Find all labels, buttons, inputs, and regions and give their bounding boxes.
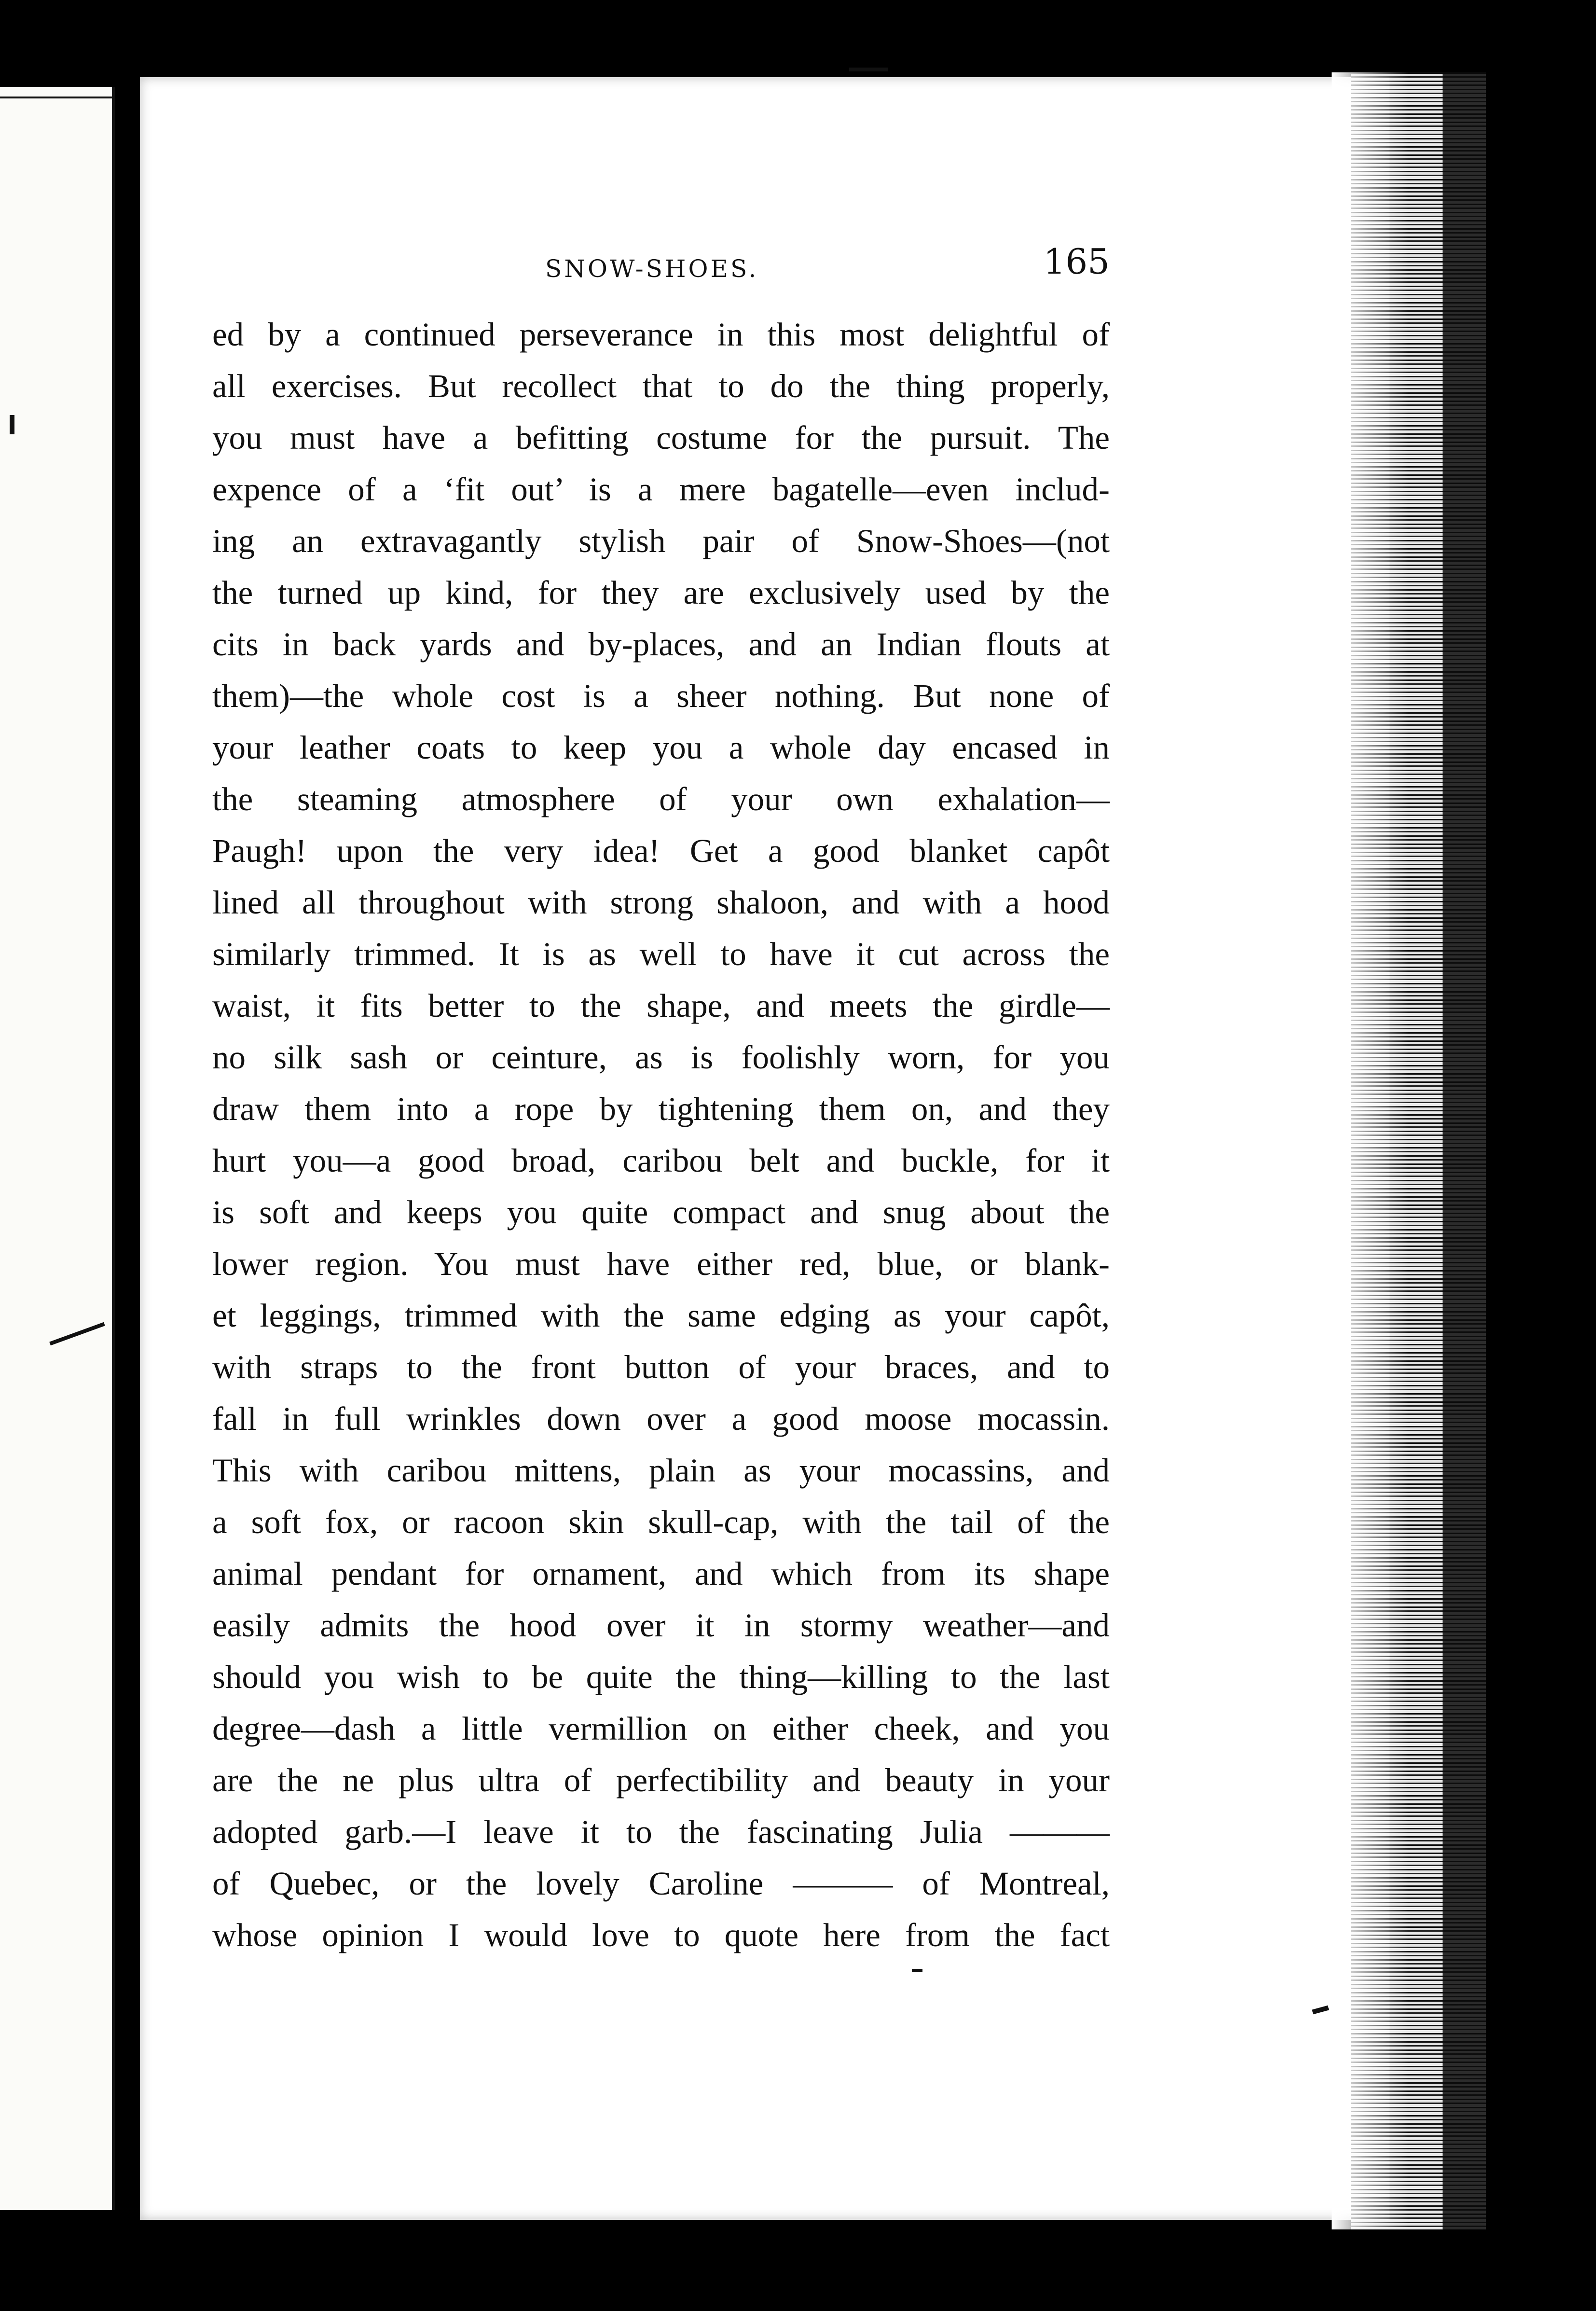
scan-mark	[912, 1969, 922, 1972]
scan-mark	[49, 1322, 105, 1346]
text-line: them)—the whole cost is a sheer nothing. But none of	[212, 678, 1110, 714]
adjacent-page-sliver	[0, 87, 115, 2210]
page-edge-shadow	[1443, 72, 1486, 2229]
text-line: no silk sash or ceinture, as is foolishly worn, for you	[212, 1039, 1110, 1076]
body-text	[212, 309, 1110, 1961]
text-line: animal pendant for ornament, and which from its shape	[212, 1555, 1110, 1592]
text-line: ing an extravagantly stylish pair of Snow-Shoes—(not	[212, 523, 1110, 559]
text-line: your leather coats to keep you a whole day encased in	[212, 729, 1110, 766]
text-line: easily admits the hood over it in stormy weather—and	[212, 1607, 1110, 1644]
page-edge-fade	[1332, 72, 1409, 2229]
page-header	[212, 241, 1110, 285]
text-line: ed by a continued perseverance in this most delightful of	[212, 316, 1110, 353]
text-line: expence of a ‘fit out’ is a mere bagatelle—even includ-	[212, 471, 1110, 508]
text-line: whose opinion I would love to quote here from the fact	[212, 1917, 1110, 1953]
text-line: This with caribou mittens, plain as your mocassins, and	[212, 1452, 1110, 1489]
running-head: SNOW-SHOES.	[545, 255, 759, 283]
text-line: similarly trimmed. It is as well to have it cut across the	[212, 936, 1110, 972]
scan-mark	[849, 68, 888, 71]
text-line: should you wish to be quite the thing—killing to the last	[212, 1659, 1110, 1695]
scan-mark	[10, 415, 14, 434]
text-line: adopted garb.—I leave it to the fascinating Julia ———	[212, 1813, 1110, 1850]
text-line: all exercises. But recollect that to do the thing properly,	[212, 368, 1110, 404]
text-line: cits in back yards and by-places, and an Indian flouts at	[212, 626, 1110, 663]
text-line: you must have a befitting costume for the pursuit. The	[212, 419, 1110, 456]
text-line: waist, it fits better to the shape, and meets the girdle—	[212, 987, 1110, 1024]
text-line: lower region. You must have either red, blue, or blank-	[212, 1245, 1110, 1282]
text-line: degree—dash a little vermillion on either cheek, and you	[212, 1710, 1110, 1747]
text-line: are the ne plus ultra of perfectibility and beauty in your	[212, 1762, 1110, 1799]
text-line: the turned up kind, for they are exclusively used by the	[212, 574, 1110, 611]
text-line: is soft and keeps you quite compact and snug about the	[212, 1194, 1110, 1231]
text-line: of Quebec, or the lovely Caroline ——— of Montreal,	[212, 1865, 1110, 1902]
text-line: hurt you—a good broad, caribou belt and buckle, for it	[212, 1142, 1110, 1179]
text-line: fall in full wrinkles down over a good moose mocassin.	[212, 1400, 1110, 1437]
text-line: the steaming atmosphere of your own exhalation—	[212, 781, 1110, 817]
text-line: lined all throughout with strong shaloon, and with a hood	[212, 884, 1110, 921]
text-line: draw them into a rope by tightening them on, and they	[212, 1091, 1110, 1127]
text-line: et leggings, trimmed with the same edging as your capôt,	[212, 1297, 1110, 1334]
scan-mark	[0, 97, 112, 98]
text-line: with straps to the front button of your braces, and to	[212, 1349, 1110, 1385]
page-number: 165	[1043, 241, 1110, 282]
text-line: Paugh! upon the very idea! Get a good blanket capôt	[212, 832, 1110, 869]
text-line: a soft fox, or racoon skin skull-cap, with the tail of the	[212, 1504, 1110, 1540]
